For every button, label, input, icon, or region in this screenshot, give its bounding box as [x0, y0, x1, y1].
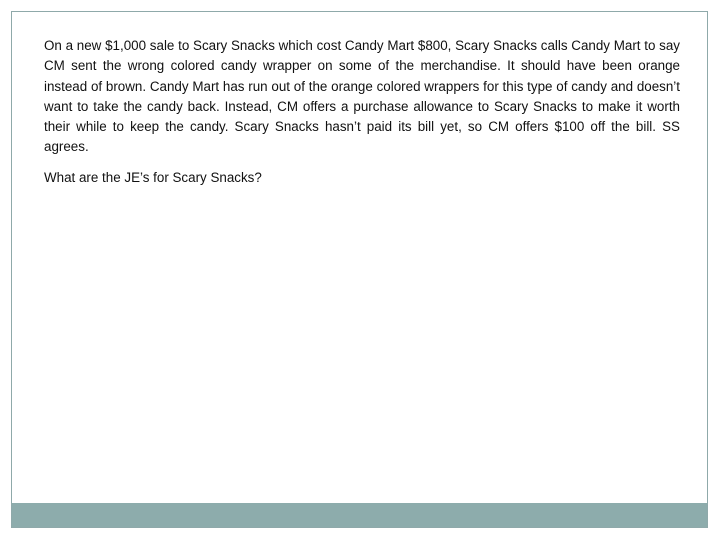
slide-content [44, 36, 680, 188]
question-text: What are the JE’s for Scary Snacks? [44, 169, 262, 185]
problem-paragraph: On a new $1,000 sale to Scary Snacks which cost Candy Mart $800, Scary Snacks calls Candy Mart to say CM sent the wrong colored candy wrapper on some of the merchandise. It should have been orange instead of brown. Candy Mart has run out of the orange colored wrappers for this type of candy and doesn’t want to take the candy back. Instead, CM offers a purchase allowance to Scary Snacks to make it worth their while to keep the candy. Scary Snacks hasn’t paid its bill yet, so CM offers $100 off the bill. SS agrees. [44, 38, 680, 155]
slide-frame [11, 11, 708, 528]
footer-bar [12, 503, 707, 527]
